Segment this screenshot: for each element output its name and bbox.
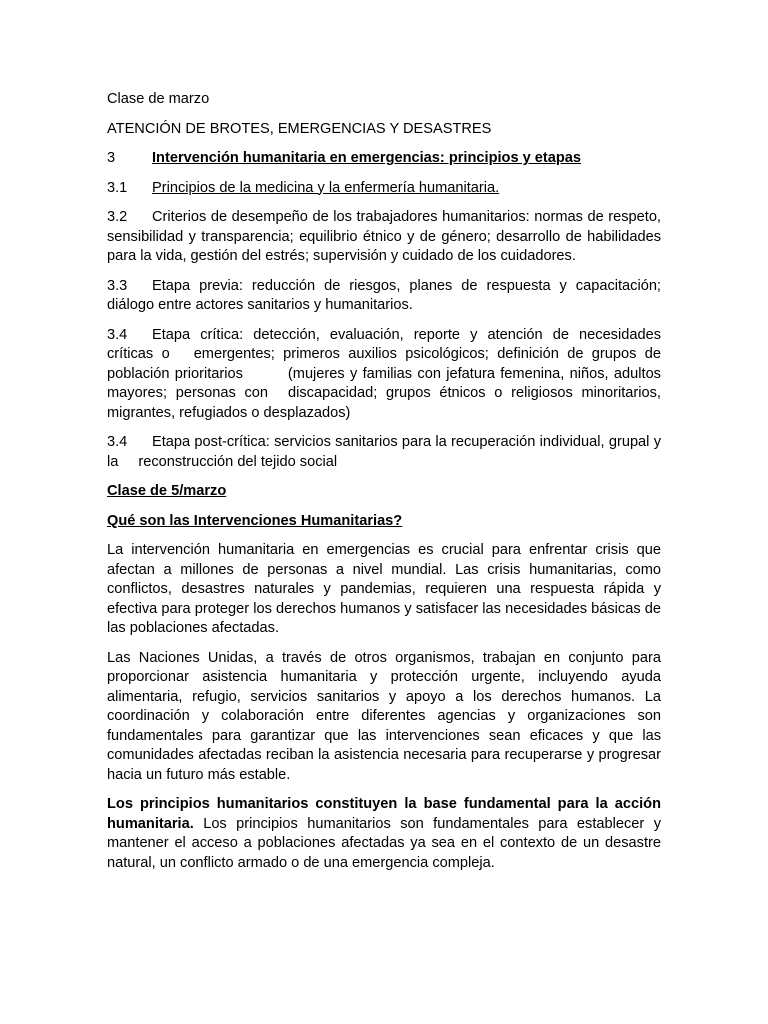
class-date-line	[107, 90, 661, 110]
section-3-1-text: Principios de la medicina y la enfermería humanitaria.	[152, 179, 500, 196]
paragraph-1	[107, 541, 661, 639]
document-page	[107, 90, 661, 883]
paragraph-3-bold-text: Los principios humanitarios constituyen la base fundamental para la acción humanitaria.	[107, 796, 661, 832]
section-3-2-number: 3.2	[107, 209, 128, 225]
document-title	[107, 120, 661, 140]
paragraph-3-text: Los principios humanitarios son fundamentales para establecer y mantener el acceso a poblaciones afectadas ya sea en el contexto de un desastre natural, un conflicto armado o de una emergencia compleja.	[107, 815, 661, 871]
question-heading-text: Qué son las Intervenciones Humanitarias?	[107, 512, 403, 529]
paragraph-2-text: Las Naciones Unidas, a través de otros organismos, trabajan en conjunto para proporcionar asistencia humanitaria y protección urgente, incluyendo ayuda alimentaria, refugio, servicios sanitarios y apoyo a los derechos humanos. La coordinación y colaboración entre diferentes agencias y organizaciones son fundamentales para garantizar que las intervenciones sean eficaces y que las comunidades afectadas reciban la asistencia necesaria para recuperarse y progresar hacia un futuro más estable.	[107, 649, 661, 783]
question-heading	[107, 512, 661, 532]
section-3-4-text-a: Etapa crítica: detección, evaluación, reporte y atención de necesidades críticas o	[107, 326, 661, 362]
section-3-1-number: 3.1	[107, 179, 128, 196]
section-3-4-text-c: (mujeres y familias con jefatura femenina, niños, adultos mayores; personas con	[107, 365, 661, 401]
section-3-2-text: Criterios de desempeño de los trabajadores humanitarios: normas de respeto, sensibilidad y transparencia; equilibrio étnico y de género; desarrollo de habilidades para la vida, gestión del estrés; supervisión y cuidado de los cuidadores.	[107, 209, 661, 264]
section-3-4-post-critical	[107, 433, 661, 472]
document-title-text: ATENCIÓN DE BROTES, EMERGENCIAS Y DESASTRES	[107, 120, 492, 137]
section-3-number: 3	[107, 150, 116, 166]
section-3-title: Intervención humanitaria en emergencias: principios y etapas	[152, 150, 582, 166]
class-5-heading	[107, 482, 661, 502]
section-3-4-number: 3.4	[107, 326, 128, 343]
class-date-text: Clase de marzo	[107, 91, 210, 107]
section-3-1	[107, 179, 661, 199]
section-3-4b-text-b: reconstrucción del tejido social	[138, 453, 338, 470]
section-3-heading	[107, 149, 661, 169]
section-3-2	[107, 208, 661, 267]
section-3-4-text-b: emergentes; primeros auxilios psicológicos; definición de grupos de población prioritarios	[107, 346, 661, 382]
paragraph-2	[107, 649, 661, 786]
paragraph-3	[107, 795, 661, 873]
section-3-4b-text-a: Etapa post-crítica: servicios sanitarios para la recuperación individual, grupal y la	[107, 434, 661, 470]
section-3-3	[107, 277, 661, 316]
section-3-4b-number: 3.4	[107, 434, 128, 450]
section-3-3-number: 3.3	[107, 277, 128, 294]
section-3-4-critical	[107, 326, 661, 424]
section-3-3-text: Etapa previa: reducción de riesgos, planes de respuesta y capacitación; diálogo entre actores sanitarios y humanitarios.	[107, 277, 661, 313]
section-3-4-text-d: discapacidad; grupos étnicos o religiosos minoritarios, migrantes, refugiados o desplazados)	[107, 385, 661, 421]
class-5-heading-text: Clase de 5/marzo	[107, 483, 227, 499]
paragraph-1-text: La intervención humanitaria en emergencias es crucial para enfrentar crisis que afectan a millones de personas a nivel mundial. Las crisis humanitarias, como conflictos, desastres naturales y pandemias, requieren una respuesta rápida y efectiva para proteger los derechos humanos y satisfacer las necesidades básicas de las poblaciones afectadas.	[107, 542, 661, 636]
